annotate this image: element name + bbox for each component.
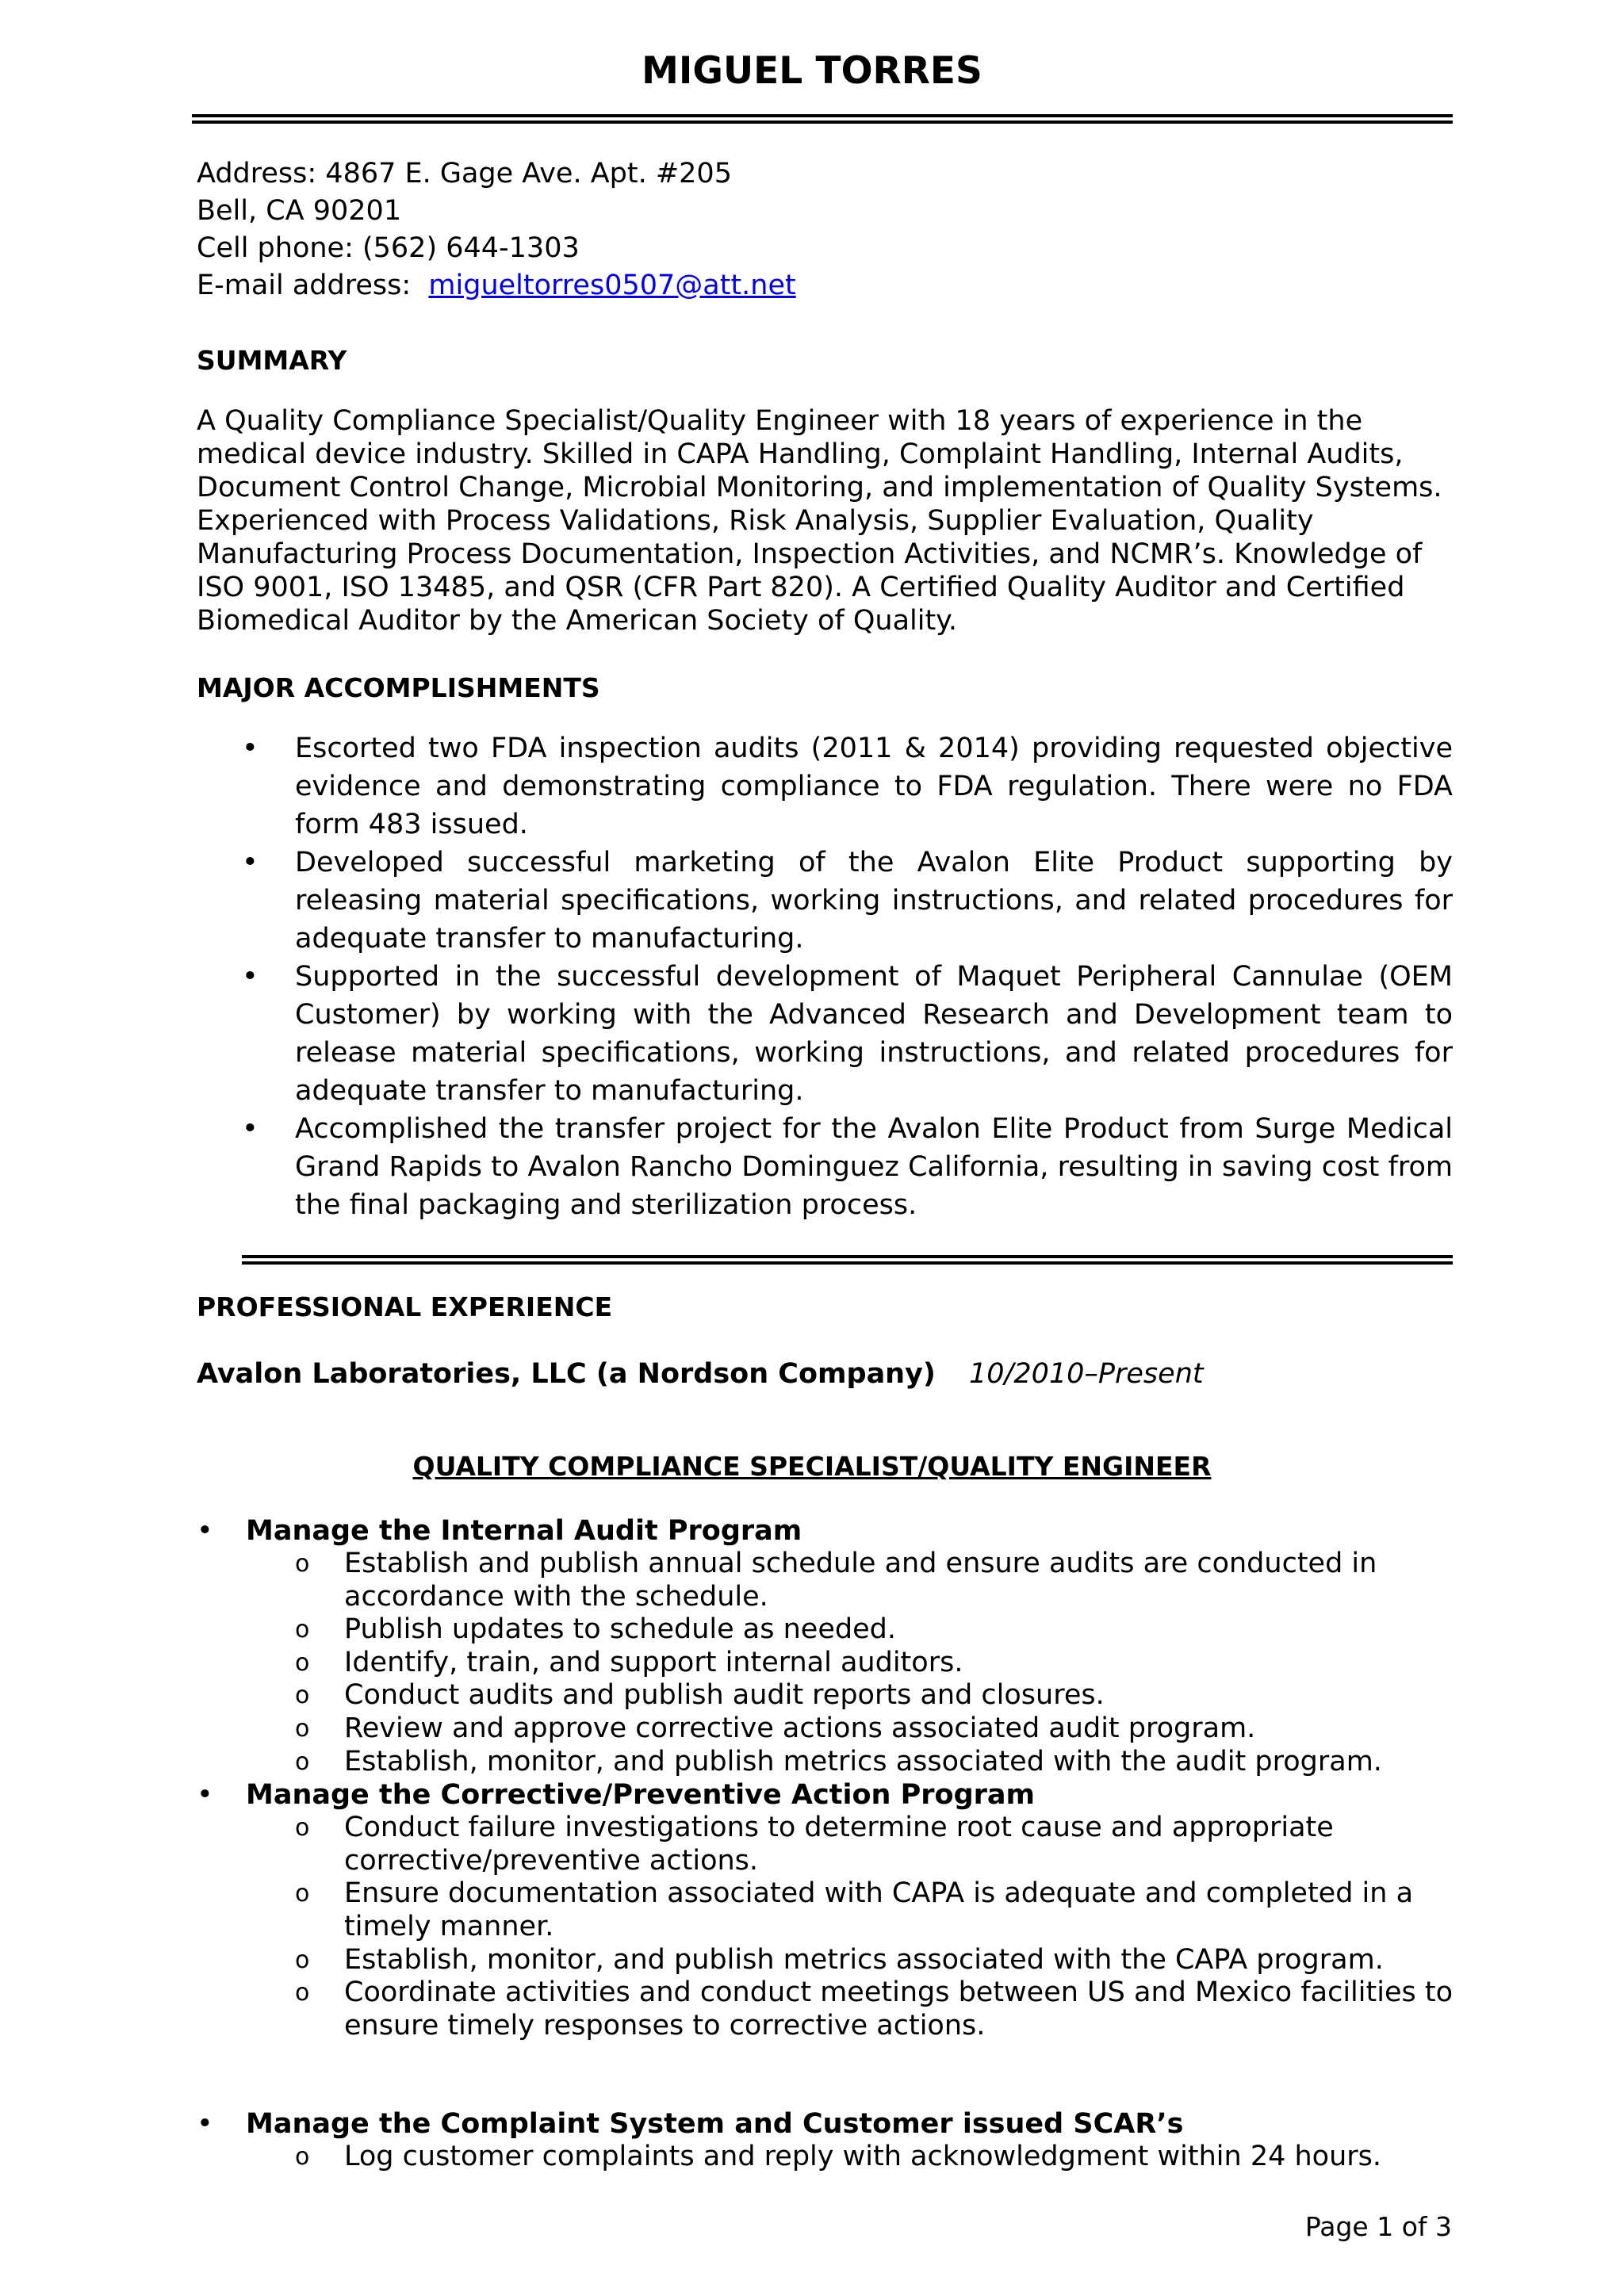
address-line-1: Address: 4867 E. Gage Ave. Apt. #205: [197, 158, 732, 189]
job-title: QUALITY COMPLIANCE SPECIALIST/QUALITY ENGINEER: [412, 1451, 1212, 1482]
sub-bullet-icon: o: [295, 1648, 310, 1677]
address-line-2: Bell, CA 90201: [197, 195, 402, 227]
accomplishments-list: [242, 729, 1453, 1224]
bullet-icon: •: [197, 2108, 213, 2141]
responsibility-section: [197, 1514, 1465, 1778]
accomplishment-item: • Accomplished the transfer project for the Avalon Elite Product from Surge Medical Grand Rapids to Avalon Rancho Dominguez California, resulting in saving cost from the final packaging and sterilization process.: [242, 1110, 1453, 1224]
responsibility-label: Manage the Internal Audit Program: [246, 1515, 802, 1547]
sub-bullet-icon: o: [295, 1946, 310, 1974]
responsibility-section: [197, 1778, 1465, 2042]
sub-item: o Review and approve corrective actions associated audit program.: [295, 1712, 1256, 1744]
responsibility-label: Manage the Complaint System and Customer issued SCAR’s: [246, 2108, 1184, 2141]
email-link[interactable]: migueltorres0507@att.net: [428, 270, 796, 301]
accomplishment-item: • Developed successful marketing of the Avalon Elite Product supporting by releasing material specifications, working instructions, and related procedures for adequate transfer to manufacturing.: [242, 844, 1453, 958]
sub-item: o Conduct audits and publish audit reports and closures.: [295, 1679, 1105, 1712]
sub-bullet-icon: o: [295, 1714, 310, 1743]
responsibilities-list: [197, 1514, 1465, 2174]
candidate-name: MIGUEL TORRES: [642, 49, 982, 93]
sub-bullet-icon: o: [295, 1616, 310, 1644]
sub-bullet-icon: o: [295, 1682, 310, 1710]
summary-text: A Quality Compliance Specialist/Quality Engineer with 18 years of experience in the medical device industry. Skilled in CAPA Handling, Complaint Handling, Internal Audits, Document Control Change, Microbial Monitoring, and implementation of Quality Systems. Experienced with Process Validations, Risk Analysis, Supplier Evaluation, Quality Manufacturing Process Documentation, Inspection Activities, and NCMR’s. Knowledge of ISO 9001, ISO 13485, and QSR (CFR Part 820). A Certified Quality Auditor and Certified Biomedical Auditor by the American Society of Quality.: [197, 405, 1442, 637]
section-rule-top: [242, 1255, 1453, 1258]
summary-heading: SUMMARY: [197, 345, 347, 376]
accomplishment-item: • Supported in the successful development of Maquet Peripheral Cannulae (OEM Customer) by working with the Advanced Research and Development team to release material specifications, working instructions, and related procedures for adequate transfer to manufacturing.: [242, 958, 1453, 1110]
spacer: [197, 2042, 1465, 2107]
header-rule-top: [192, 114, 1453, 117]
sub-item: o Identify, train, and support internal auditors.: [295, 1646, 963, 1678]
sub-bullet-icon: o: [295, 2143, 310, 2172]
responsibility-section: [197, 2107, 1465, 2174]
email-label: E-mail address:: [197, 270, 412, 301]
sub-item: o Establish and publish annual schedule and ensure audits are conducted in accordance with the schedule.: [295, 1548, 1377, 1613]
page-number: Page 1 of 3: [1304, 2211, 1452, 2242]
sub-item: o Conduct failure investigations to determine root cause and appropriate corrective/preventive actions.: [295, 1812, 1334, 1877]
company-name: Avalon Laboratories, LLC (a Nordson Company): [197, 1358, 936, 1390]
sub-bullet-icon: o: [295, 1880, 310, 1908]
sub-bullet-icon: o: [295, 1747, 310, 1776]
header-rule-bottom: [192, 121, 1453, 124]
sub-item: o Establish, monitor, and publish metrics associated with the CAPA program.: [295, 1943, 1384, 1976]
sub-bullet-icon: o: [295, 1979, 310, 2007]
bullet-icon: •: [242, 1113, 259, 1145]
accomplishments-heading: MAJOR ACCOMPLISHMENTS: [197, 672, 600, 703]
bullet-icon: •: [197, 1779, 213, 1812]
cell-phone: Cell phone: (562) 644-1303: [197, 232, 580, 264]
sub-item: o Publish updates to schedule as needed.: [295, 1613, 896, 1646]
contact-block: [197, 155, 796, 304]
email-line: [197, 267, 796, 304]
bullet-icon: •: [242, 847, 259, 878]
sub-bullet-icon: o: [295, 1814, 310, 1843]
experience-heading: PROFESSIONAL EXPERIENCE: [197, 1292, 613, 1322]
employment-dates: 10/2010–Present: [969, 1358, 1204, 1390]
accomplishment-item: • Escorted two FDA inspection audits (2011 & 2014) providing requested objective evidence and demonstrating compliance to FDA regulation. There were no FDA form 483 issued.: [242, 729, 1453, 844]
sub-item: o Ensure documentation associated with CAPA is adequate and completed in a timely manner.: [295, 1877, 1414, 1942]
sub-item: o Coordinate activities and conduct meetings between US and Mexico facilities to ensure timely responses to corrective actions.: [295, 1976, 1453, 2042]
sub-item: o Log customer complaints and reply with acknowledgment within 24 hours.: [295, 2141, 1382, 2173]
bullet-icon: •: [242, 733, 259, 764]
responsibility-label: Manage the Corrective/Preventive Action Program: [246, 1779, 1035, 1812]
sub-item: o Establish, monitor, and publish metrics associated with the audit program.: [295, 1745, 1382, 1777]
bullet-icon: •: [242, 961, 259, 993]
section-rule-bottom: [242, 1261, 1453, 1265]
bullet-icon: •: [197, 1515, 213, 1547]
sub-bullet-icon: o: [295, 1550, 310, 1578]
